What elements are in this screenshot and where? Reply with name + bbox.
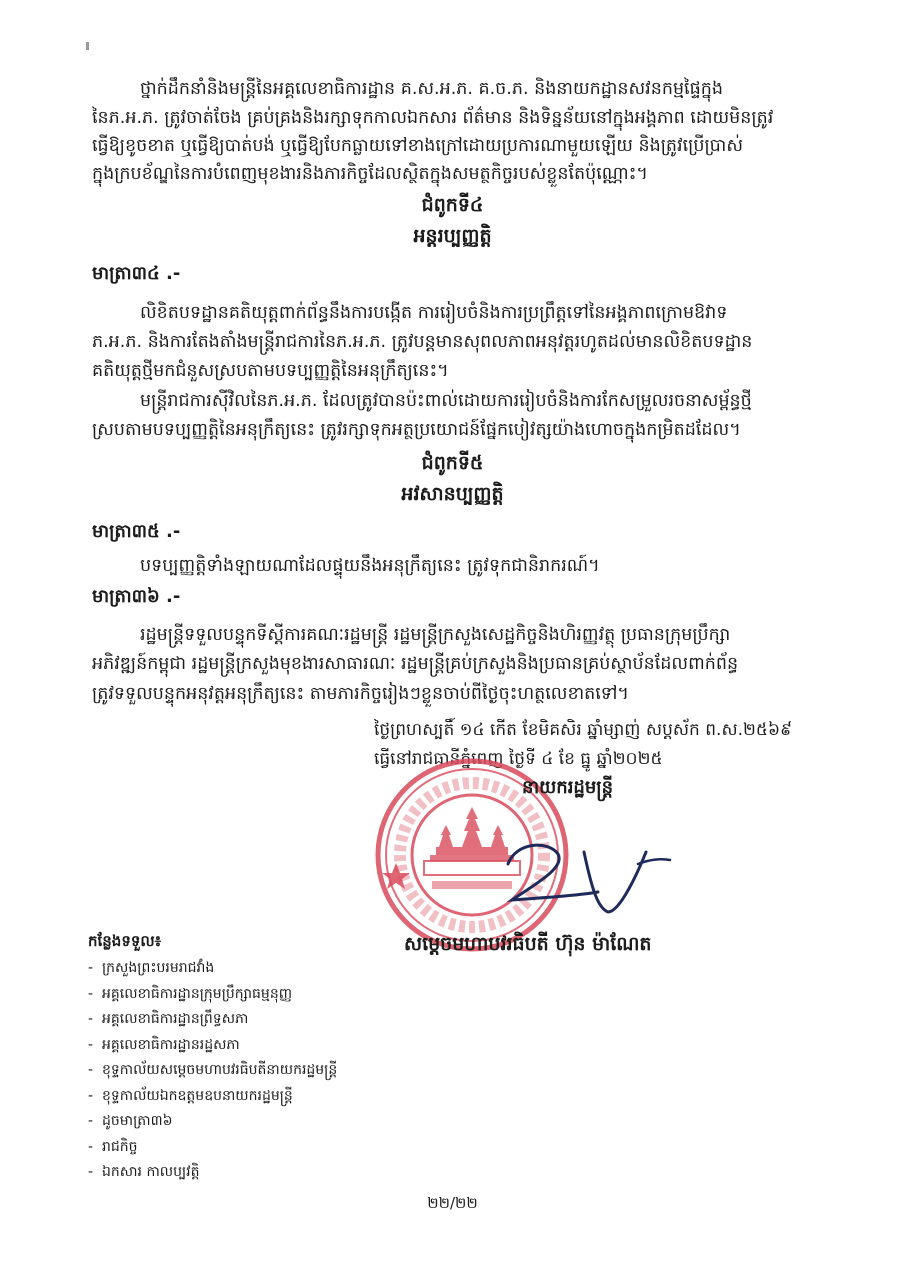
intro-line-3: ធ្វើឱ្យខូចខាត ឬធ្វើឱ្យបាត់បង់ ឬធ្វើឱ្យបែកធ្លាយទៅខាងក្រៅដោយប្រការណាមួយឡើយ និងត្រូវប្រើប្រាស់ [92, 136, 743, 156]
chapter-5-number: ជំពូកទី៥ [421, 452, 484, 474]
chapter-4-title: អន្តរប្បញ្ញត្តិ [413, 225, 492, 247]
intro-line-1: ថ្នាក់ដឹកនាំនិងមន្ត្រីនៃអគ្គលេខាធិការដ្ឋាន គ.ស.អ.ភ. គ.ច.ភ. និងនាយកដ្ឋានសវនកម្មផ្ទៃក្នុង [140, 79, 723, 99]
signer-title: នាយករដ្ឋមន្ត្រី [522, 777, 614, 798]
article-34-p2-line-2: ស្របតាមបទប្បញ្ញត្តិនៃអនុក្រឹត្យនេះ ត្រូវរក្សាទុកអត្ថប្រយោជន៍ផ្នែកបៀវត្សយ៉ាងហោចក្នុងកម្រិតដដែល។ [92, 420, 741, 440]
recipient-item: - អគ្គលេខាធិការដ្ឋានក្រុមប្រឹក្សាធម្មនុញ្ញ [88, 985, 293, 1002]
recipient-item: - ខុទ្ទកាល័យសម្តេចមហាបវរធិបតីនាយករដ្ឋមន្ត្រី [88, 1062, 338, 1078]
article-34-p1-line-1: លិខិតបទដ្ឋានគតិយុត្តពាក់ព័ន្ធនឹងការបង្កើត ការរៀបចំនិងការប្រព្រឹត្តទៅនៃអង្គភាពក្រោមឱវាទ [140, 303, 728, 323]
recipient-item: - ខុទ្ទកាល័យឯកឧត្តមឧបនាយករដ្ឋមន្ត្រី [88, 1087, 293, 1104]
recipient-item: - អគ្គលេខាធិការដ្ឋានរដ្ឋសភា [88, 1036, 240, 1053]
solar-date: ធ្វើនៅរាជធានីភ្នំពេញ ថ្ងៃទី ៤ ខែ ធ្នូ ឆ្នាំ២០២៥ [374, 749, 663, 769]
article-34-label: មាត្រា៣៤ .- [92, 263, 181, 284]
article-36-label: មាត្រា៣៦ .- [92, 586, 181, 607]
signer-name: សម្តេចមហាបវរធិបតី ហ៊ុន ម៉ាណែត [404, 933, 652, 955]
scan-speck [86, 42, 89, 50]
recipient-item: - ដូចមាត្រា៣៦ [88, 1113, 173, 1129]
chapter-5-title: អវសានប្បញ្ញត្តិ [401, 483, 504, 505]
article-34-p1-line-2: ភ.អ.ភ. និងការតែងតាំងមន្ត្រីរាជការនៃភ.អ.ភ. ត្រូវបន្តមានសុពលភាពអនុវត្តរហូតដល់មានលិខិតបទដ្ឋាន [92, 332, 753, 352]
recipient-item: - ក្រសួងព្រះបរមរាជវាំង [88, 960, 215, 976]
article-36-line-1: រដ្ឋមន្ត្រីទទួលបន្ទុកទីស្តីការគណៈរដ្ឋមន្ត្រី រដ្ឋមន្ត្រីក្រសួងសេដ្ឋកិច្ចនិងហិរញ្ញវត្ថុ ប្រធានក្រុមប្រឹក្សា [140, 625, 731, 645]
recipient-item: - រាជកិច្ច [88, 1138, 138, 1155]
article-34-p2-line-1: មន្ត្រីរាជការស៊ីវិលនៃភ.អ.ភ. ដែលត្រូវបានប៉ះពាល់ដោយការរៀបចំនិងការកែសម្រួលរចនាសម្ព័ន្ធថ្មី [140, 391, 752, 411]
article-35-line: បទប្បញ្ញត្តិទាំងឡាយណាដែលផ្ទុយនឹងអនុក្រឹត្យនេះ ត្រូវទុកជានិរាករណ៍។ [140, 556, 600, 576]
recipients-list [88, 956, 337, 1186]
article-35-label: មាត្រា៣៥ .- [92, 521, 181, 542]
recipients-title: កន្លែងទទួល៖ [88, 932, 162, 950]
article-34-p1-line-3: គតិយុត្តថ្មីមកជំនួសស្របតាមបទប្បញ្ញត្តិនៃអនុក្រឹត្យនេះ។ [92, 361, 449, 381]
page-number: ២២/២២ [427, 1194, 478, 1212]
chapter-4-number: ជំពូកទី៤ [421, 194, 484, 216]
intro-line-2: នៃភ.អ.ភ. ត្រូវចាត់ចែង គ្រប់គ្រងនិងរក្សាទុកកាលឯកសារ ព័ត៌មាន និងទិន្នន័យនៅក្នុងអង្គភាព ដោយមិនត្រូវ [92, 108, 774, 128]
article-36-line-3: ត្រូវទទួលបន្ទុកអនុវត្តអនុក្រឹត្យនេះ តាមភារកិច្ចរៀងៗខ្លួនចាប់ពីថ្ងៃចុះហត្ថលេខាតទៅ។ [92, 684, 629, 704]
lunar-date: ថ្ងៃព្រហស្បតិ៍ ១៤ កើត ខែមិគសិរ ឆ្នាំម្សាញ់ សប្តស័ក ព.ស.២៥៦៩ [374, 720, 793, 740]
article-36-line-2: អភិវឌ្ឍន៍កម្ពុជា រដ្ឋមន្ត្រីក្រសួងមុខងារសាធារណៈ រដ្ឋមន្ត្រីគ្រប់ក្រសួងនិងប្រធានគ្រប់ស្ថាប័នដែលពាក់ព័ន្ធ [92, 654, 739, 674]
recipient-item: - ឯកសារ កាលប្បវត្តិ [88, 1164, 200, 1180]
handwritten-signature-icon [488, 812, 688, 922]
intro-line-4: ក្នុងក្របខ័ណ្ឌនៃការបំពេញមុខងារនិងភារកិច្ចដែលស្ថិតក្នុងសមត្ថកិច្ចរបស់ខ្លួនតែប៉ុណ្ណោះ។ [92, 164, 648, 184]
recipient-item: - អគ្គលេខាធិការដ្ឋានព្រឹទ្ធសភា [88, 1011, 249, 1027]
